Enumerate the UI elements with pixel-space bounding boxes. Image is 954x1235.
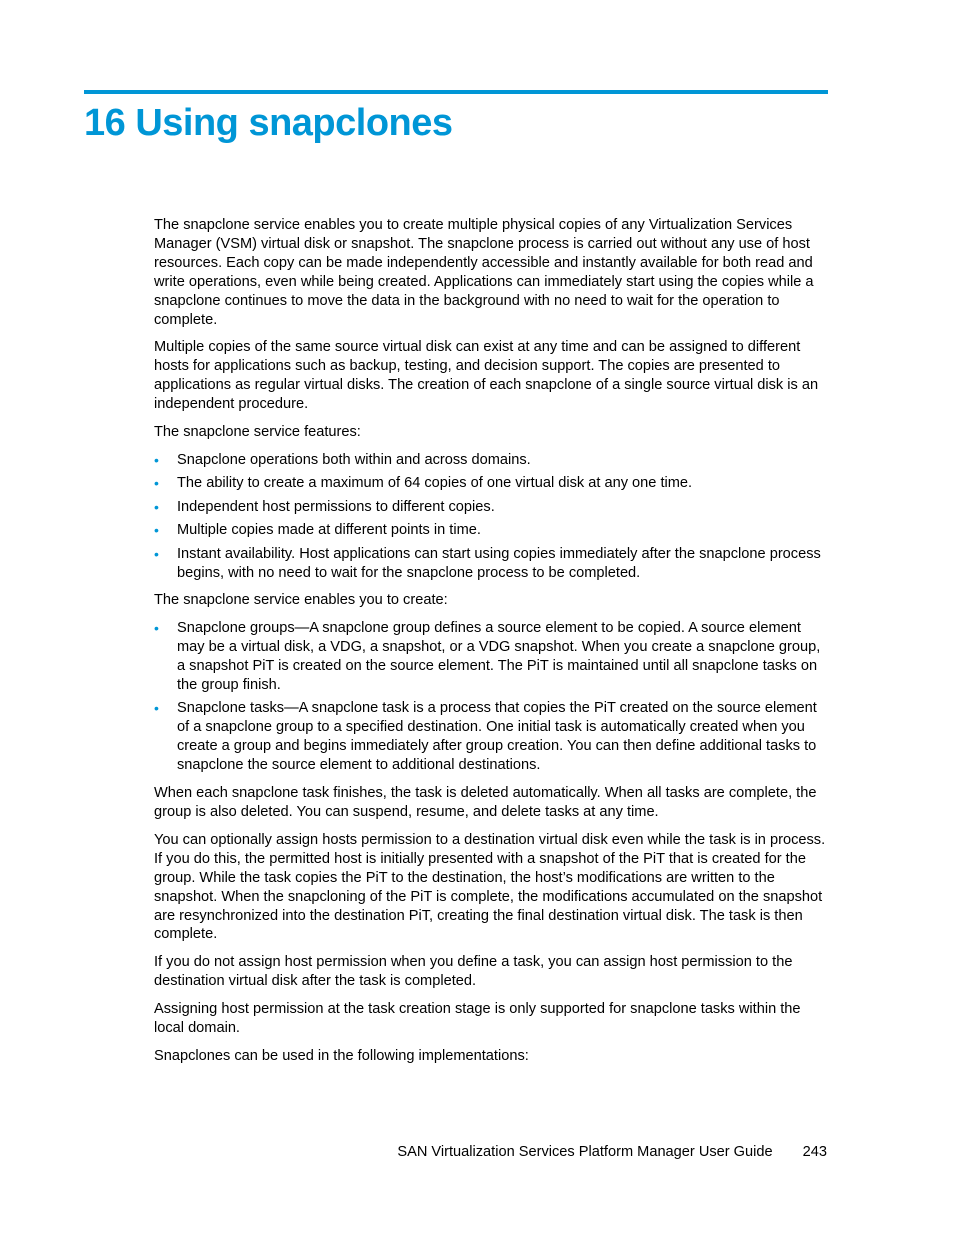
list-item: • Snapclone operations both within and across domains. [154, 451, 531, 468]
bullet-icon: • [154, 545, 159, 562]
list-item: • Independent host permissions to different copies. [154, 498, 495, 515]
implementations-intro: Snapclones can be used in the following implementations: [154, 1047, 529, 1064]
chapter-rule [84, 90, 828, 94]
list-item: • Snapclone groups—A snapclone group defines a source element to be copied. A source element may be a virtual disk, a VDG, a snapshot, or a VDG snapshot. When you create a snapclone group, a snapshot PiT is created on the source element. The PiT is maintained until all snapclone tasks on the group finish. [154, 620, 821, 694]
create-intro: The snapclone service enables you to create: [154, 592, 448, 609]
list-item: • Multiple copies made at different points in time. [154, 522, 481, 539]
bullet-icon: • [154, 620, 159, 637]
later-permission-paragraph: If you do not assign host permission when you define a task, you can assign host permission to the destination virtual disk after the task is completed. [154, 954, 793, 990]
copies-paragraph: Multiple copies of the same source virtual disk can exist at any time and can be assigned to different hosts for applications such as backup, testing, and decision support. The copies are presented to applications as regular virtual disks. The creation of each snapclone of a single source virtual disk is an independent procedure. [154, 339, 819, 413]
local-domain-paragraph: Assigning host permission at the task creation stage is only supported for snapclone tasks within the local domain. [154, 1001, 801, 1037]
body-text [154, 216, 830, 1075]
page-number: 243 [802, 1144, 827, 1160]
list-item: • Snapclone tasks—A snapclone task is a process that copies the PiT created on the source element of a snapclone group to a specified destination. One initial task is automatically created when you create a group and begins immediately after group creation. You can then define additional tasks to snapclone the source element to additional destinations. [154, 700, 817, 774]
task-finish-paragraph: When each snapclone task finishes, the task is deleted automatically. When all tasks are complete, the group is also deleted. You can suspend, resume, and delete tasks at any time. [154, 785, 817, 820]
list-item: • Instant availability. Host applications can start using copies immediately after the snapclone process begins, with no need to wait for the snapclone process to be completed. [154, 545, 821, 581]
bullet-icon: • [154, 475, 159, 492]
intro-paragraph: The snapclone service enables you to create multiple physical copies of any Virtualization Services Manager (VSM) virtual disk or snapshot. The snapclone process is carried out without any use of host resources. Each copy can be made independently accessible and instantly available for both read and write operations, even while being created. Applications can immediately start using the copies while a snapclone continues to move the data in the background with no need to wait for the operation to complete. [154, 217, 814, 328]
create-list [154, 619, 830, 775]
guide-title: SAN Virtualization Services Platform Manager User Guide [397, 1144, 773, 1160]
chapter-title: 16 Using snapclones [84, 102, 453, 144]
bullet-icon: • [154, 700, 159, 717]
bullet-icon: • [154, 522, 159, 539]
features-list [154, 451, 830, 582]
host-permission-paragraph: You can optionally assign hosts permission to a destination virtual disk even while the task is in process. If you do this, the permitted host is initially presented with a snapshot of the PiT that is created for the group. While the task copies the PiT to the destination, the host’s modifications are written to the snapshot. When the snapcloning of the PiT is complete, the modifications accumulated on the snapshot are resynchronized into the destination PiT, creating the final destination virtual disk. The task is then complete. [154, 831, 826, 943]
features-intro: The snapclone service features: [154, 424, 361, 441]
page-footer [397, 1144, 827, 1160]
bullet-icon: • [154, 451, 159, 468]
bullet-icon: • [154, 498, 159, 515]
list-item: • The ability to create a maximum of 64 copies of one virtual disk at any one time. [154, 475, 693, 492]
